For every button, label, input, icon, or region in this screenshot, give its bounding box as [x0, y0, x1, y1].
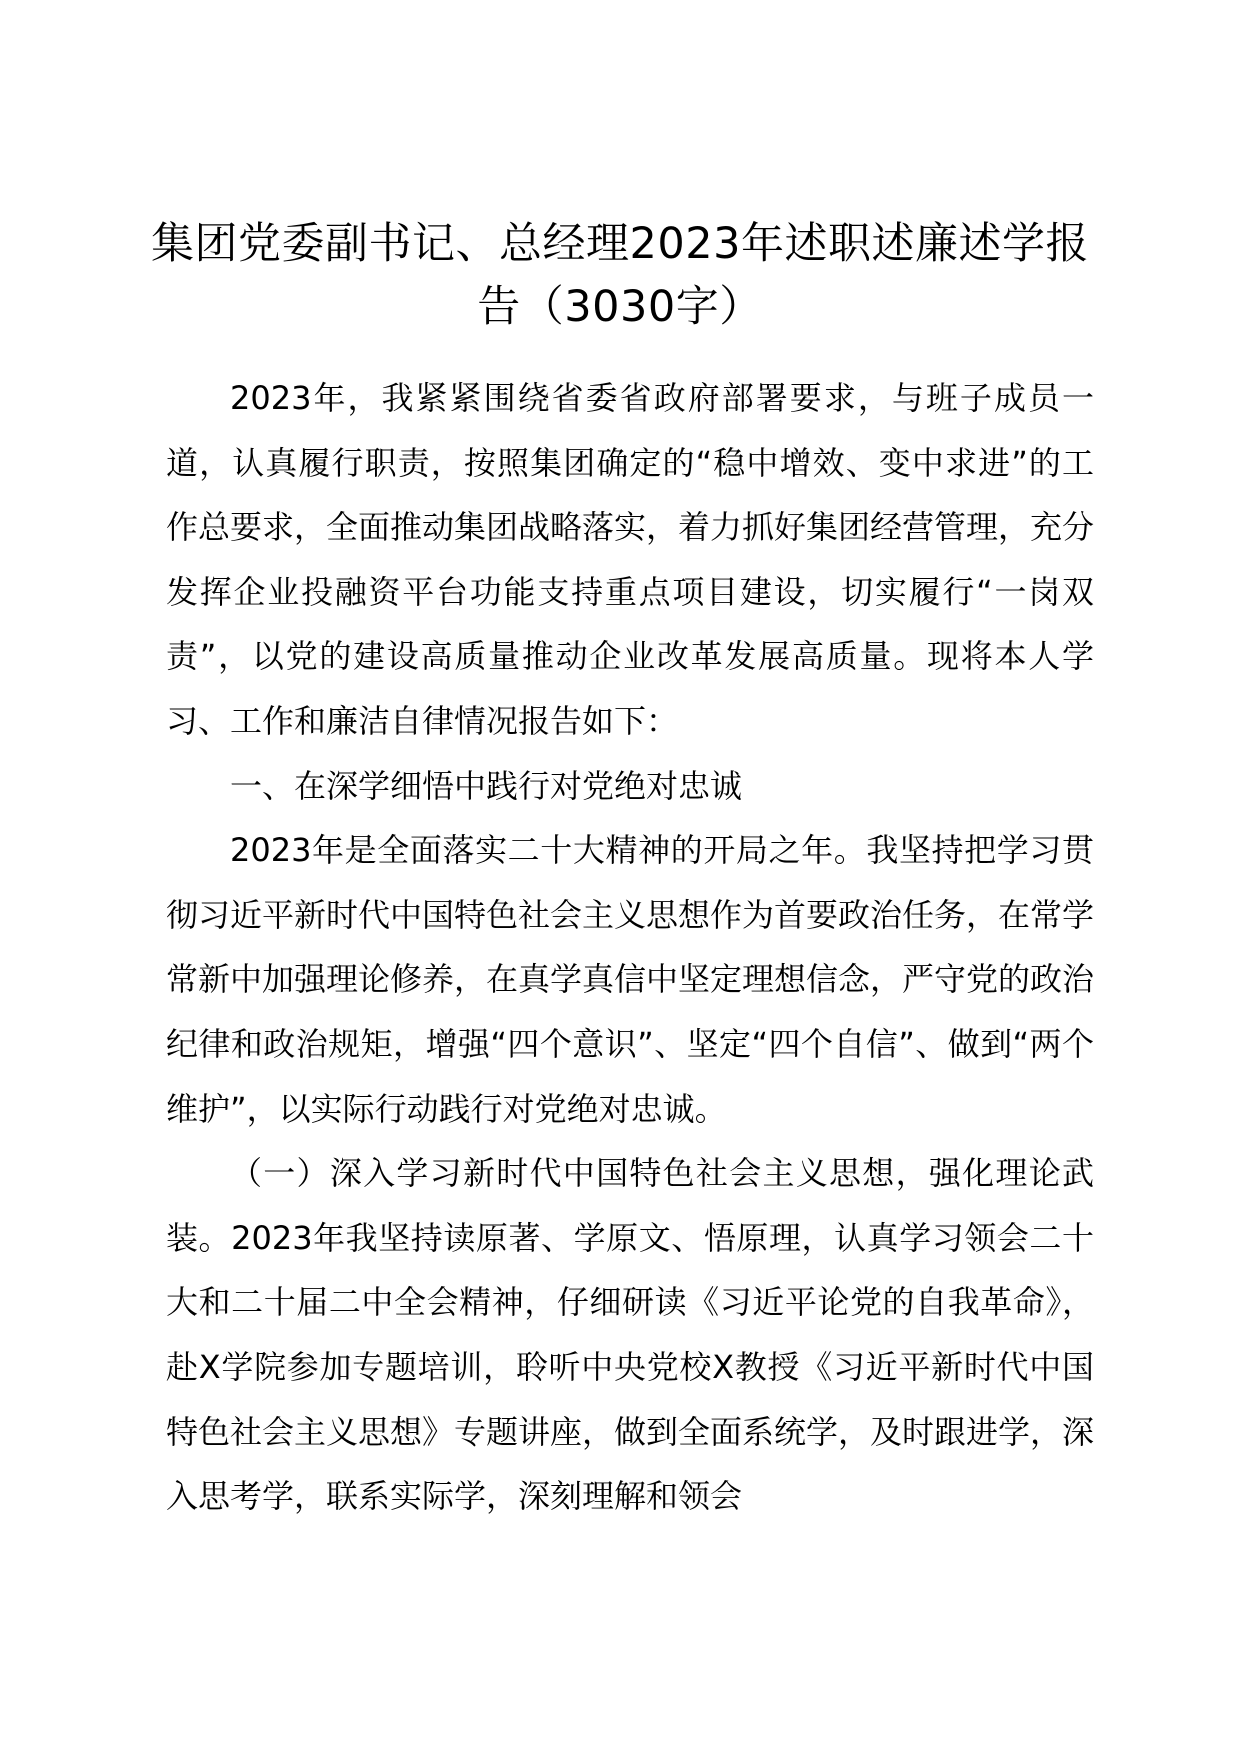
document-title: 集团党委副书记、总经理2023年述职述廉述学报告（3030字） — [151, 219, 1089, 332]
intro-paragraph: 2023年，我紧紧围绕省委省政府部署要求，与班子成员一道，认真履行职责，按照集团确定的“稳中增效、变中求进”的工作总要求，全面推动集团战略落实，着力抓好集团经营管理，充分发挥企业投融资平台功能支持重点项目建设，切实履行“一岗双责”，以党的建设高质量推动企业改革发展高质量。现将本人学习、工作和廉洁自律情况报告如下： — [166, 379, 1095, 740]
subsection-paragraph: （一）深入学习新时代中国特色社会主义思想，强化理论武装。2023年我坚持读原著、学原文、悟原理，认真学习领会二十大和二十届二中全会精神，仔细研读《习近平论党的自我革命》，赴X学院参加专题培训，聆听中央党校X教授《习近平新时代中国特色社会主义思想》专题讲座，做到全面系统学，及时跟进学，深入思考学，联系实际学，深刻理解和领会 — [166, 1154, 1095, 1516]
section-paragraph: 2023年是全面落实二十大精神的开局之年。我坚持把学习贯彻习近平新时代中国特色社会主义思想作为首要政治任务，在常学常新中加强理论修养，在真学真信中坚定理想信念，严守党的政治纪律和政治规矩，增强“四个意识”、坚定“四个自信”、做到“两个维护”，以实际行动践行对党绝对忠诚。 — [166, 831, 1095, 1128]
document-body — [166, 366, 1094, 1529]
section-heading: 一、在深学细悟中践行对党绝对忠诚 — [230, 766, 743, 805]
